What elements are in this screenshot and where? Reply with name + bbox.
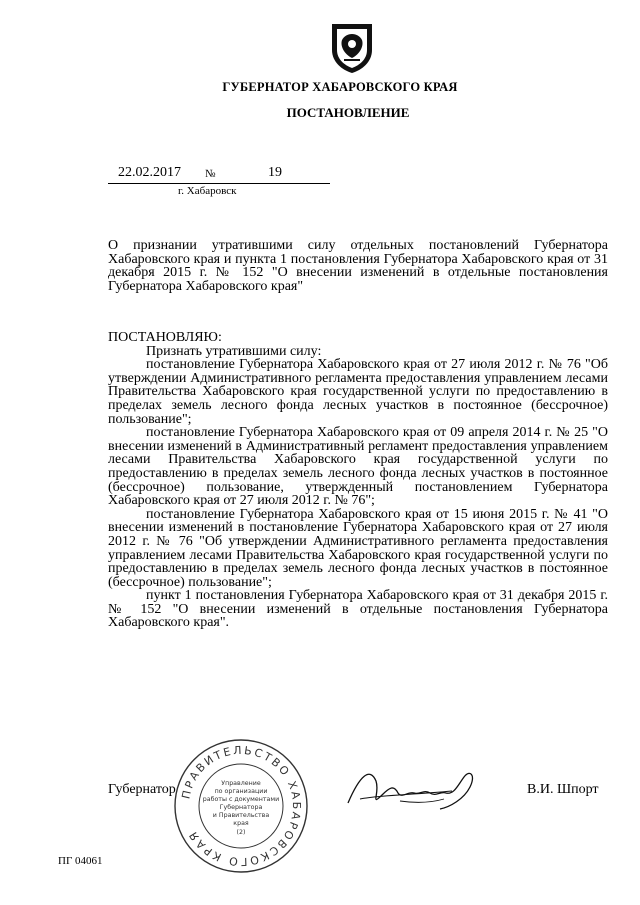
svg-text:ПРАВИТЕЛЬСТВО ХАБАРОВСКОГО КРА: ПРАВИТЕЛЬСТВО ХАБАРОВСКОГО КРАЯ (179, 743, 304, 869)
document-body (108, 331, 608, 630)
document-date: 22.02.2017 (118, 165, 181, 180)
document-number: 19 (268, 165, 282, 180)
svg-text:и Правительства: и Правительства (212, 812, 270, 819)
decree-item: пункт 1 постановления Губернатора Хабаровского края от 31 декабря 2015 г. № 152 "О внесении изменений в отдельные постановления Губернатора Хабаровского края". (108, 588, 608, 631)
handwritten-signature (340, 755, 490, 830)
date-underline (108, 183, 330, 184)
svg-text:Губернатора: Губернатора (219, 804, 263, 811)
official-stamp-seal (172, 737, 310, 875)
number-sign: № (205, 168, 216, 180)
form-code: ПГ 04061 (58, 855, 103, 867)
document-title: О признании утратившими силу отдельных постановлений Губернатора Хабаровского края и пункта 1 постановления Губернатора Хабаровского края от 31 декабря 2015 г. № 152 "О внесении изменений в отдельные постановления Губернатора Хабаровского края" (108, 238, 608, 294)
decree-item: постановление Губернатора Хабаровского края от 09 апреля 2014 г. № 25 "О внесении изменений в Административный регламент предоставления управлением лесами Правительства Хабаровского края государственной услуги по предоставлению в пределах земель лесного фонда лесных участков в постоянное (бессрочное) пользование, утвержденный постановлением Губернатора Хабаровского края от 27 июля 2012 г. № 76"; (108, 425, 608, 509)
svg-text:Управление: Управление (221, 780, 261, 787)
signatory-name: В.И. Шпорт (527, 782, 599, 797)
decree-word: ПОСТАНОВЛЯЮ: (108, 330, 222, 345)
decree-item: постановление Губернатора Хабаровского края от 15 июня 2015 г. № 41 "О внесении изменений в постановление Губернатора Хабаровского края от 27 июля 2012 г. № 76 "Об утверждении Административного регламента предоставления управлением лесами Правительства Хабаровского края государственной услуги по предоставлению в пределах земель лесного фонда лесных участков в постоянное (бессрочное) пользование"; (108, 506, 608, 590)
document-type-heading: ПОСТАНОВЛЕНИЕ (286, 105, 410, 120)
svg-text:(2): (2) (236, 829, 246, 836)
svg-text:работы с документами: работы с документами (202, 796, 280, 803)
signatory-position: Губернатор (108, 782, 176, 797)
svg-text:по организации: по организации (214, 788, 268, 795)
decree-item: постановление Губернатора Хабаровского края от 27 июля 2012 г. № 76 "Об утверждении Административного регламента предоставления управлением лесами Правительства Хабаровского края государственной услуги по предоставлению в пределах земель лесного фонда лесных участков в постоянное (бессрочное) пользование"; (108, 357, 608, 427)
decree-intro: Признать утратившими силу: (146, 343, 322, 359)
coat-of-arms-emblem (328, 20, 376, 74)
authority-heading: ГУБЕРНАТОР ХАБАРОВСКОГО КРАЯ (222, 80, 458, 94)
document-city: г. Хабаровск (178, 185, 237, 197)
svg-text:края: края (233, 820, 249, 827)
